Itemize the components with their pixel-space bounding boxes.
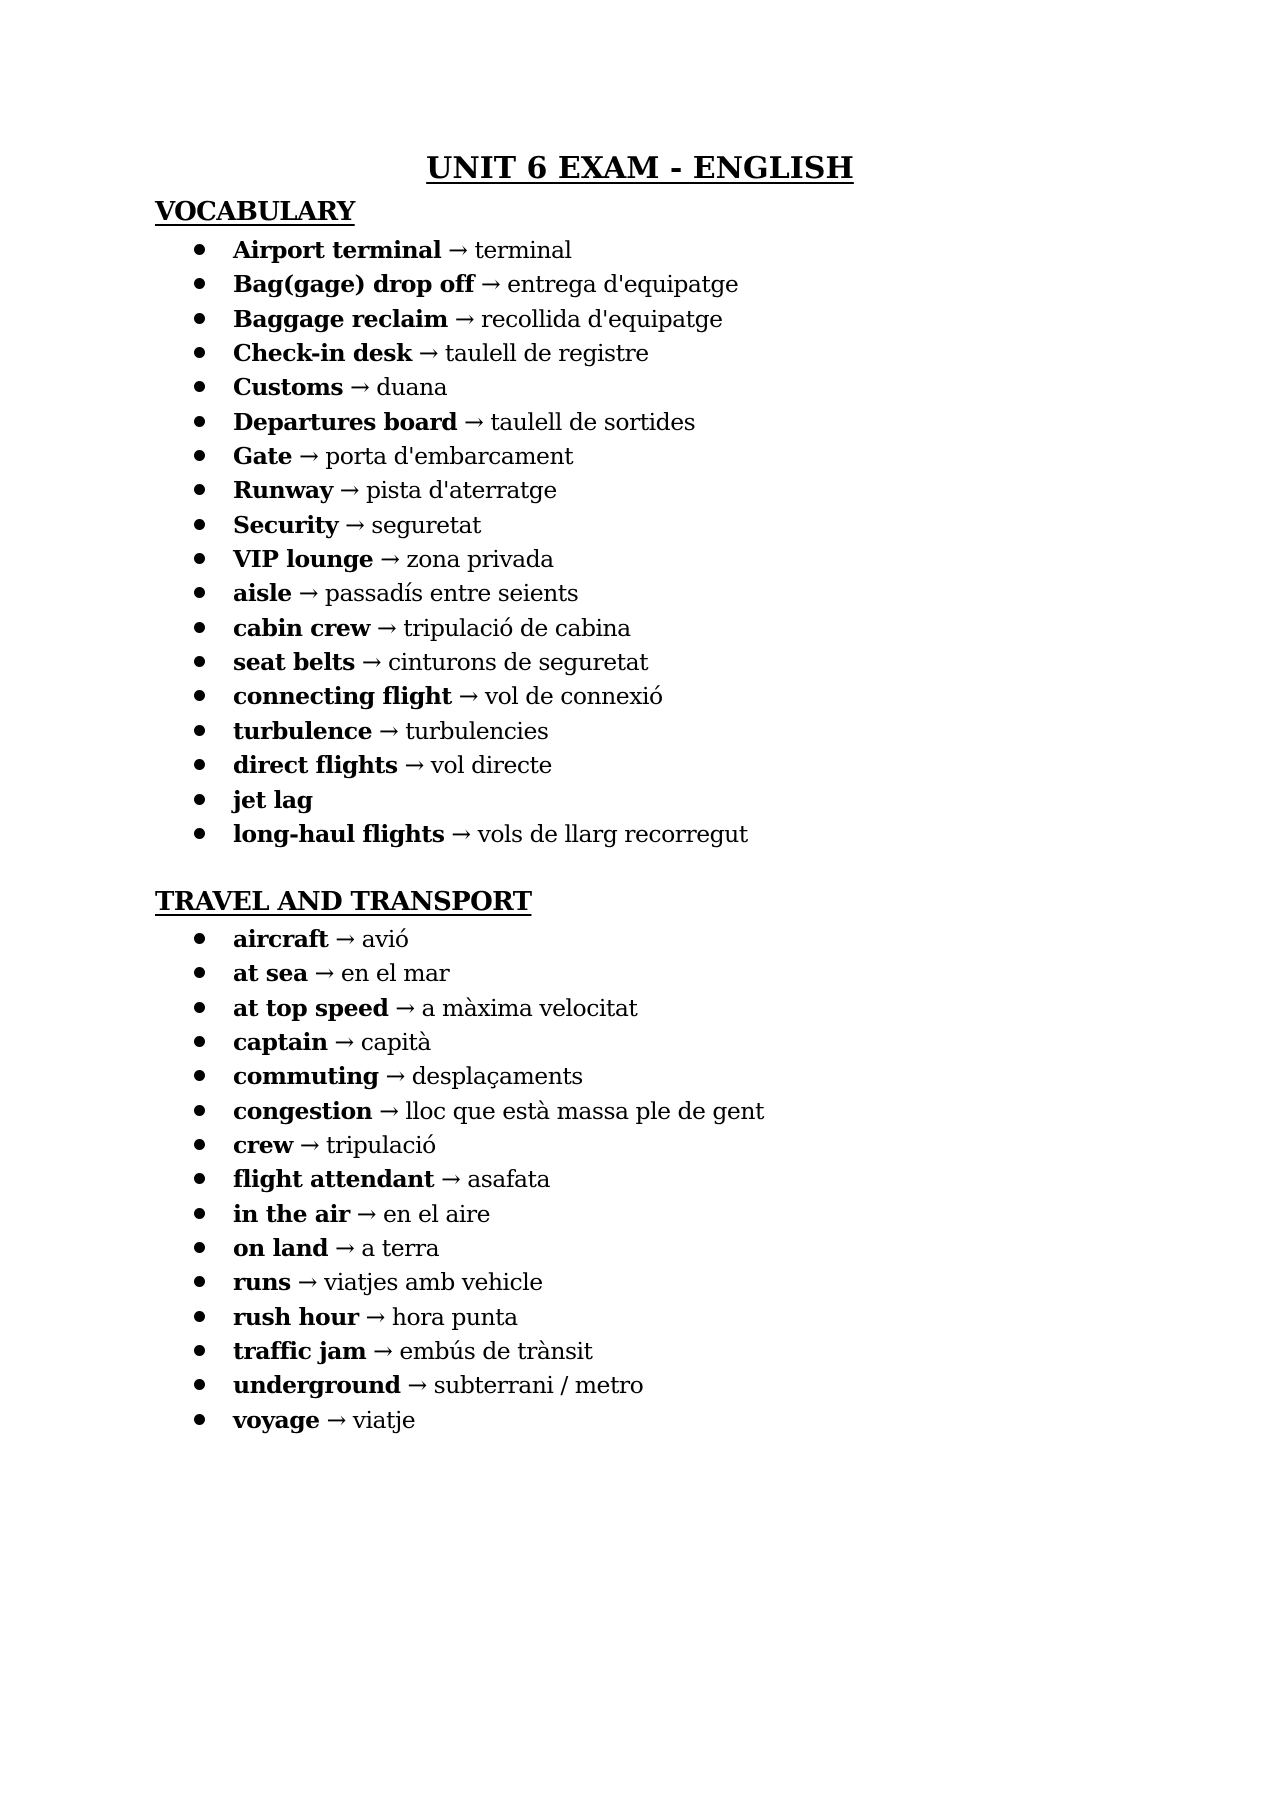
translation: pista d'aterratge — [365, 476, 557, 505]
bullet-icon — [194, 1105, 205, 1116]
term: aircraft — [233, 925, 329, 953]
translation: vol de connexió — [484, 682, 663, 711]
term: Check-in desk — [233, 339, 412, 368]
arrow-icon: → — [372, 716, 406, 745]
list-item-text — [233, 1197, 490, 1231]
bullet-icon — [194, 519, 205, 530]
arrow-icon: → — [292, 442, 326, 471]
bullet-icon — [194, 553, 205, 564]
arrow-icon: → — [397, 751, 431, 780]
translation: recollida d'equipatge — [480, 304, 723, 333]
term: Gate — [233, 442, 293, 471]
translation: duana — [376, 373, 448, 402]
translation: taulell de registre — [444, 339, 649, 368]
term: at sea — [233, 959, 308, 988]
bullet-icon — [194, 1139, 205, 1150]
translation: subterrani / metro — [433, 1371, 644, 1400]
bullet-icon — [194, 416, 205, 427]
translation: embús de trànsit — [399, 1337, 593, 1366]
term: VIP lounge — [233, 545, 374, 574]
translation: en el aire — [382, 1199, 491, 1228]
term: Baggage reclaim — [233, 304, 448, 333]
arrow-icon: → — [338, 510, 372, 539]
term: Customs — [233, 373, 344, 402]
list-item-text — [233, 714, 548, 748]
list-item-text — [233, 817, 748, 851]
term: in the air — [233, 1199, 350, 1228]
bullet-icon — [194, 381, 205, 392]
arrow-icon: → — [388, 993, 422, 1022]
list-item-text — [233, 1403, 415, 1437]
arrow-icon: → — [291, 579, 325, 608]
bullet-icon — [194, 828, 205, 839]
bullet-icon — [194, 1311, 205, 1322]
term: Airport terminal — [233, 236, 442, 264]
bullet-icon — [194, 725, 205, 736]
arrow-icon: → — [290, 1268, 324, 1297]
translation: vols de llarg recorregut — [477, 819, 748, 848]
translation: passadís entre seients — [324, 579, 579, 608]
list-item-text — [233, 1094, 764, 1128]
arrow-icon: → — [400, 1371, 434, 1400]
bullet-icon — [194, 587, 205, 598]
term: commuting — [233, 1062, 379, 1091]
bullet-icon — [194, 794, 205, 805]
arrow-icon: → — [457, 407, 491, 436]
list-item-text — [233, 1059, 583, 1093]
arrow-icon: → — [349, 1199, 383, 1228]
arrow-icon: → — [451, 682, 485, 711]
translation: zona privada — [406, 545, 554, 574]
list-item-text — [233, 576, 578, 610]
translation: seguretat — [371, 510, 481, 539]
list-item-text — [233, 370, 447, 404]
translation: viatje — [352, 1405, 416, 1434]
list-item-text — [233, 1231, 439, 1265]
translation: vol directe — [430, 751, 552, 780]
translation: tripulació de cabina — [403, 613, 631, 642]
list-item-text — [233, 1334, 593, 1368]
arrow-icon: → — [343, 373, 377, 402]
translation: porta d'embarcament — [325, 442, 574, 471]
translation: a terra — [361, 1234, 440, 1263]
arrow-icon: → — [319, 1405, 353, 1434]
term: turbulence — [233, 716, 373, 745]
term: Departures board — [233, 407, 458, 436]
list-item-text — [233, 748, 552, 782]
list-item-text — [233, 302, 723, 336]
translation: viatjes amb vehicle — [323, 1268, 543, 1297]
bullet-icon — [194, 656, 205, 667]
term: traffic jam — [233, 1337, 367, 1366]
bullet-icon — [194, 1276, 205, 1287]
list-item-text — [233, 1025, 431, 1059]
arrow-icon: → — [447, 304, 481, 333]
term: Bag(gage) drop off — [233, 270, 474, 299]
translation: en el mar — [340, 959, 450, 988]
list-item-text — [233, 439, 573, 473]
list-item-text — [233, 473, 557, 507]
arrow-icon: → — [366, 1337, 400, 1366]
bullet-icon — [194, 759, 205, 770]
arrow-icon: → — [434, 1165, 468, 1194]
translation: a màxima velocitat — [421, 993, 638, 1022]
translation: taulell de sortides — [490, 407, 696, 436]
bullet-icon — [194, 1414, 205, 1425]
list-item-text — [233, 233, 571, 267]
term: voyage — [233, 1405, 320, 1434]
arrow-icon: → — [354, 648, 388, 677]
translation: hora punta — [391, 1302, 518, 1331]
bullet-icon — [194, 1002, 205, 1013]
bullet-icon — [194, 1208, 205, 1219]
bullet-icon — [194, 278, 205, 289]
list-item-text — [233, 1300, 518, 1334]
term: crew — [233, 1131, 293, 1160]
bullet-icon — [194, 347, 205, 358]
term: rush hour — [233, 1302, 359, 1331]
list-item-text — [233, 508, 481, 542]
list-item-text — [233, 1128, 436, 1162]
translation: capità — [360, 1028, 431, 1057]
term: congestion — [233, 1096, 373, 1125]
arrow-icon: → — [378, 1062, 412, 1091]
list-item-text — [233, 542, 554, 576]
list-item-text — [233, 405, 695, 439]
bullet-icon — [194, 1036, 205, 1047]
term: at top speed — [233, 993, 389, 1022]
list-item-text — [233, 336, 649, 370]
term: Runway — [233, 476, 333, 505]
translation: avió — [361, 925, 409, 953]
arrow-icon: → — [441, 236, 475, 264]
list-item-text — [233, 267, 738, 301]
term: flight attendant — [233, 1165, 435, 1194]
term: captain — [233, 1028, 328, 1057]
arrow-icon: → — [328, 925, 362, 953]
arrow-icon: → — [292, 1131, 327, 1160]
list-item-text — [233, 1265, 543, 1299]
bullet-icon — [194, 244, 205, 255]
translation: tripulació — [326, 1131, 436, 1160]
list-item-text — [233, 611, 631, 645]
term: Security — [233, 510, 339, 539]
arrow-icon: → — [307, 959, 341, 988]
page-title: UNIT 6 EXAM - ENGLISH — [426, 151, 854, 186]
bullet-icon — [194, 1070, 205, 1081]
translation: entrega d'equipatge — [507, 270, 739, 299]
list-item-text — [233, 645, 648, 679]
arrow-icon: → — [444, 819, 478, 848]
translation: cinturons de seguretat — [387, 648, 649, 677]
translation: lloc que està massa ple de gent — [405, 1096, 764, 1125]
term: cabin crew — [233, 613, 371, 642]
arrow-icon: → — [328, 1234, 362, 1263]
arrow-icon: → — [373, 545, 407, 574]
bullet-icon — [194, 1345, 205, 1356]
translation: asafata — [467, 1165, 550, 1194]
list-item-text — [233, 956, 449, 990]
arrow-icon: → — [372, 1096, 406, 1125]
list-item-text — [233, 783, 313, 817]
term: long-haul flights — [233, 819, 445, 848]
bullet-icon — [194, 622, 205, 633]
bullet-icon — [194, 484, 205, 495]
arrow-icon: → — [370, 613, 404, 642]
bullet-icon — [194, 967, 205, 978]
list-item-text — [233, 922, 409, 956]
bullet-icon — [194, 313, 205, 324]
bullet-icon — [194, 450, 205, 461]
term: on land — [233, 1234, 329, 1263]
bullet-icon — [194, 690, 205, 701]
bullet-icon — [194, 933, 205, 944]
list-item-text — [233, 1368, 643, 1402]
list-item-text — [233, 991, 637, 1025]
section-heading-vocabulary: VOCABULARY — [155, 197, 355, 227]
translation: turbulencies — [405, 716, 549, 745]
term: seat belts — [233, 648, 355, 677]
translation: terminal — [474, 236, 572, 264]
list-item-text — [233, 679, 663, 713]
term: connecting flight — [233, 682, 452, 711]
arrow-icon: → — [473, 270, 508, 299]
translation: desplaçaments — [411, 1062, 583, 1091]
arrow-icon: → — [358, 1302, 392, 1331]
arrow-icon: → — [332, 476, 366, 505]
term: runs — [233, 1268, 291, 1297]
list-item-text — [233, 1162, 550, 1196]
term: direct flights — [233, 751, 398, 780]
term: aisle — [233, 579, 292, 608]
arrow-icon: → — [411, 339, 445, 368]
arrow-icon: → — [327, 1028, 361, 1057]
section-heading-travel-and-transport: TRAVEL AND TRANSPORT — [155, 887, 532, 917]
term: jet lag — [233, 785, 313, 814]
term: underground — [233, 1371, 401, 1400]
bullet-icon — [194, 1242, 205, 1253]
bullet-icon — [194, 1173, 205, 1184]
bullet-icon — [194, 1379, 205, 1390]
